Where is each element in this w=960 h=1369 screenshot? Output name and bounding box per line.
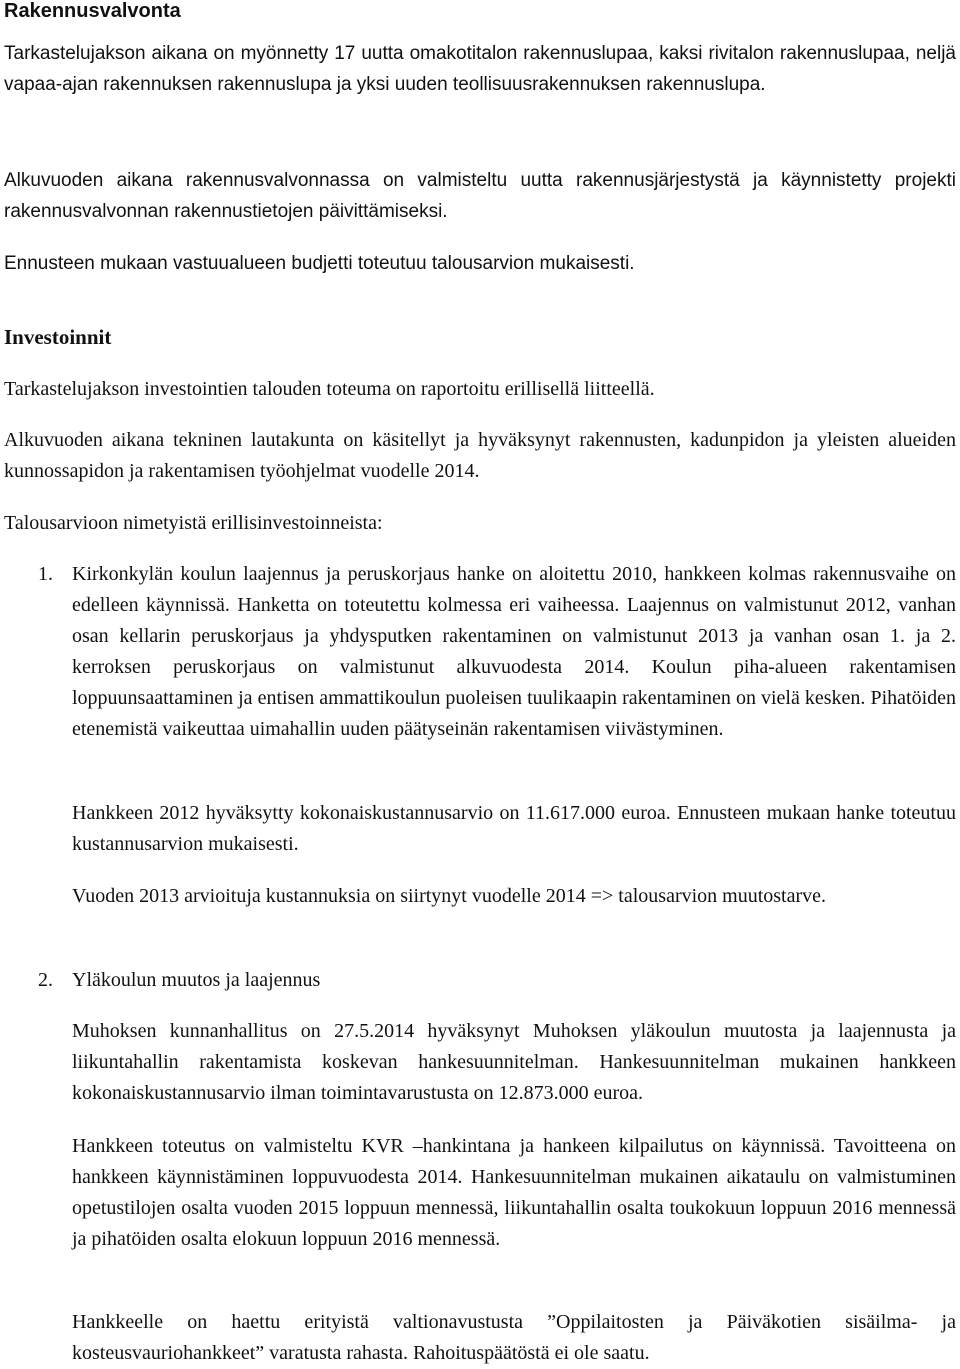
paragraph-item2-funding: Hankkeelle on haettu erityistä valtionavustusta ”Oppilaitosten ja Päiväkotien sisäilma- ja kosteusvauriohankkeet” varatusta rahasta. Rahoituspäätöstä ei ole saatu. <box>72 1311 956 1364</box>
paragraph-building-code: Alkuvuoden aikana rakennusvalvonnassa on valmisteltu uutta rakennusjärjestystä ja käynnistetty projekti rakennusvalvonnan rakennustietojen päivittämiseksi. <box>4 170 956 222</box>
paragraph-item1-cost-estimate: Hankkeen 2012 hyväksytty kokonaiskustannusarvio on 11.617.000 euroa. Ennusteen mukaan hanke toteutuu kustannusarvion mukaisesti. <box>72 802 956 855</box>
section-heading-rakennusvalvonta: Rakennusvalvonta <box>4 0 181 22</box>
list-item-text: Yläkoulun muutos ja laajennus <box>72 969 321 991</box>
paragraph-item2-plan: Muhoksen kunnanhallitus on 27.5.2014 hyväksynyt Muhoksen yläkoulun muutosta ja laajennusta ja liikuntahallin rakentamista koskevan hankesuunnitelman. Hankesuunnitelman mukainen hankkeen kokonaiskustannusarvio ilman toimintavarustusta on 12.873.000 euroa. <box>72 1020 956 1104</box>
paragraph-item2-schedule: Hankkeen toteutus on valmisteltu KVR –hankintana ja hankeen kilpailutus on käynnissä. Tavoitteena on hankkeen käynnistäminen loppuvuodesta 2014. Hankesuunnitelman mukainen aikataulu on valmistuminen opetustilojen osalta vuoden 2015 loppuun mennessä, liikuntahallin osalta toukokuun loppuun 2016 mennessä ja pihatöiden osalta elokuun loppuun 2016 mennessä. <box>72 1135 956 1250</box>
paragraph-separate-investments: Talousarvioon nimetyistä erillisinvestoinneista: <box>4 512 383 534</box>
paragraph-work-programs: Alkuvuoden aikana tekninen lautakunta on käsitellyt ja hyväksynyt rakennusten, kadunpidon ja yleisten alueiden kunnossapidon ja rakentamisen työohjelmat vuodelle 2014. <box>4 429 956 482</box>
paragraph-item1-budget-change: Vuoden 2013 arvioituja kustannuksia on siirtynyt vuodelle 2014 => talousarvion muutostarve. <box>72 885 827 907</box>
list-item-text: Kirkonkylän koulun laajennus ja peruskorjaus hanke on aloitettu 2010, hankkeen kolmas rakennusvaihe on edelleen käynnissä. Hanketta on toteutettu kolmessa eri vaiheessa. Laajennus on valmistunut 2012, vanhan osan kellarin peruskorjaus ja yhdysputken rakentaminen on valmistunut 2013 ja vanhan osan 1. ja 2. kerroksen peruskorjaus on valmistunut alkuvuodesta 2014. Koulun piha-alueen rakentamisen loppuunsaattaminen ja entisen ammattikoulun puoleisen tuulikaapin rakentaminen on vielä kesken. Pihatöiden etenemistä vaikeuttaa uimahallin uuden päätyseinän rakentamisen viivästyminen. <box>72 563 956 740</box>
list-number: 2. <box>38 969 53 991</box>
paragraph-investment-report: Tarkastelujakson investointien talouden toteuma on raportoitu erillisellä liitteellä. <box>4 378 655 400</box>
paragraph-budget-forecast: Ennusteen mukaan vastuualueen budjetti toteutuu talousarvion mukaisesti. <box>4 253 635 274</box>
section-heading-investoinnit: Investoinnit <box>4 325 112 349</box>
list-number: 1. <box>38 563 53 585</box>
paragraph-building-permits: Tarkastelujakson aikana on myönnetty 17 uutta omakotitalon rakennuslupaa, kaksi rivitalon rakennuslupaa, neljä vapaa-ajan rakennuksen rakennuslupa ja yksi uuden teollisuusrakennuksen rakennuslupa. <box>4 43 956 95</box>
